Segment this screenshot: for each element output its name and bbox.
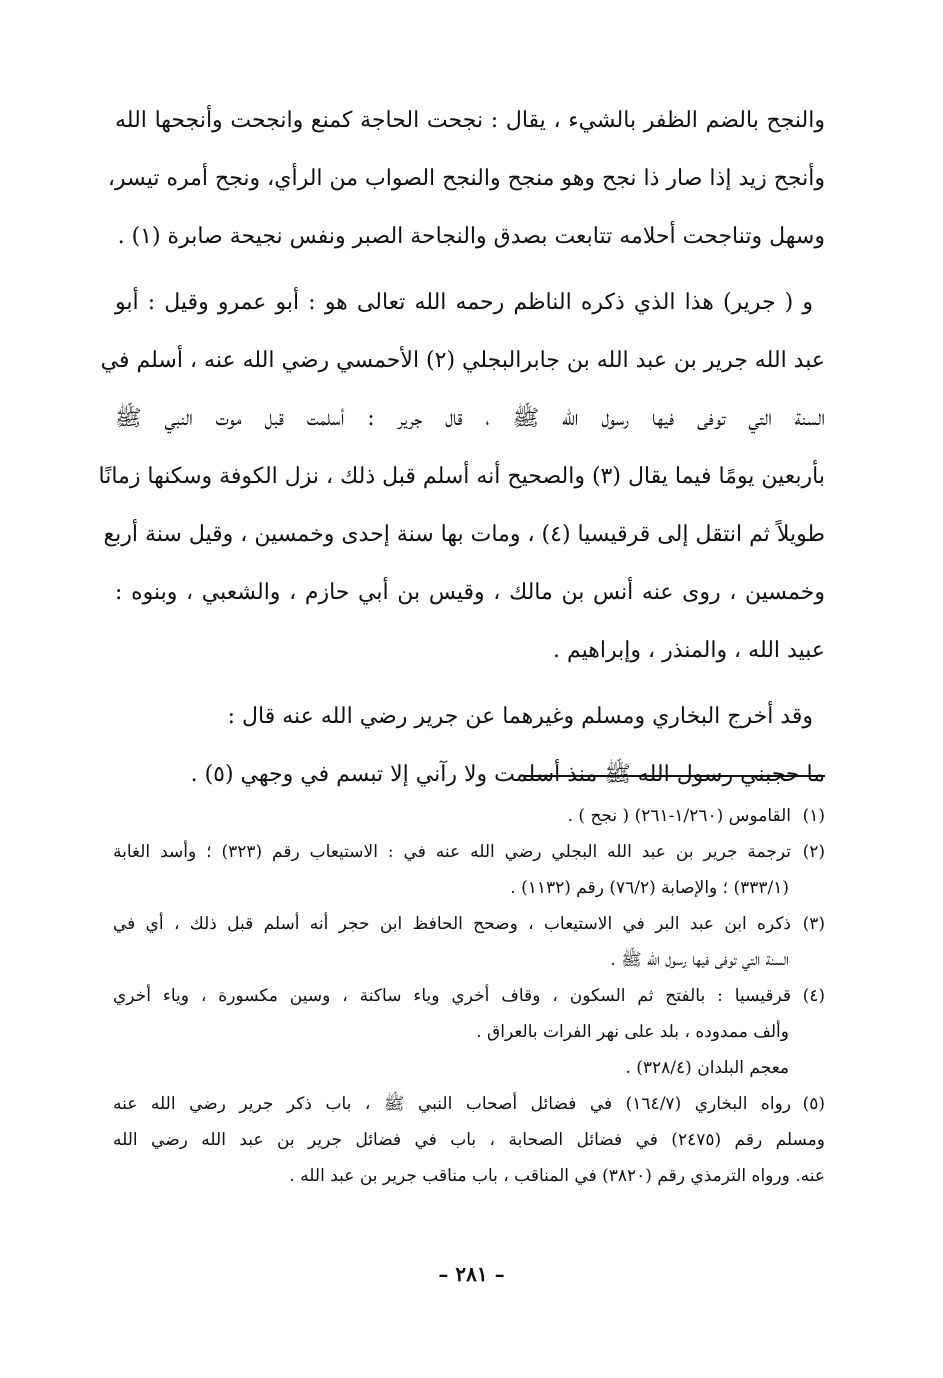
footnote-number: (١) <box>802 806 825 826</box>
footnote-line <box>113 798 825 834</box>
text-line: بأربعين يومًا فيما يقال (٣) والصحيح أنه أسلم قبل ذلك ، نزل الكوفة وسكنها زمانًا <box>98 464 825 489</box>
footnote-line: السنة التي توفى فيها رسول الله ﷺ . <box>610 950 789 970</box>
footnote-line: عنه. ورواه الترمذي رقم (٣٨٢٠) في المناقب ، باب مناقب جرير بن عبد الله . <box>289 1166 825 1186</box>
text-line: وخمسين ، روى عنه أنس بن مالك ، وقيس بن أبي حازم ، والشعبي ، وبنوه : <box>115 580 825 605</box>
paragraph-3 <box>115 688 825 804</box>
footnote-number: (٤) <box>802 986 825 1006</box>
paragraph-2 <box>98 274 825 680</box>
hadith-quote: ما حجبني رسول الله ﷺ منذ أسلمت ولا رآني إلا تبسم في وجهي (٥) . <box>190 762 825 787</box>
footnotes <box>113 798 825 1194</box>
footnote-number: (٢) <box>802 842 825 862</box>
footnote-text: ذكره ابن عبد البر في الاستيعاب ، وصحح الحافظ ابن حجر أنه أسلم قبل ذلك ، أي في <box>113 914 791 934</box>
text-line: والنجح بالضم الظفر بالشيء ، يقال : نجحت الحاجة كمنع وانجحت وأنجحها الله <box>115 108 825 133</box>
footnote-number: (٣) <box>802 914 825 934</box>
footnote-text: القاموس (١/٢٦٠-٢٦١) ( نجح ) . <box>567 806 791 826</box>
footnote-3 <box>113 906 825 978</box>
footnote-line: معجم البلدان (٣٢٨/٤) . <box>625 1058 789 1078</box>
footnote-line: (٣٣٣/١) ؛ والإصابة (٧٦/٢) رقم (١١٣٢) . <box>510 878 789 898</box>
text-line: وقد أخرج البخاري ومسلم وغيرهما عن جرير رضي الله عنه قال : <box>227 704 813 729</box>
footnote-line <box>113 834 825 870</box>
page-number: – ٢٨١ – <box>438 1262 505 1286</box>
footnote-line <box>113 978 825 1014</box>
text-line: طويلاً ثم انتقل إلى قرقيسيا (٤) ، ومات بها سنة إحدى وخمسين ، وقيل سنة أربع <box>103 522 825 547</box>
text-line: وسهل وتناجحت أحلامه تتابعت بصدق والنجاحة الصبر ونفس نجيحة صابرة (١) . <box>117 224 825 249</box>
footnote-line: ومسلم رقم (٢٤٧٥) في فضائل الصحابة ، باب في فضائل جرير بن عبد الله رضي الله <box>113 1130 826 1150</box>
footnote-line: وألف ممدوده ، بلد على نهر الفرات بالعراق . <box>476 1022 789 1042</box>
footnote-divider <box>523 775 825 777</box>
footnote-number: (٥) <box>802 1094 825 1114</box>
footnote-2 <box>113 834 825 906</box>
text-line: وأنجح زيد إذا صار ذا نجح وهو منجح والنجح الصواب من الرأي، ونجح أمره تيسر، <box>107 166 825 191</box>
text-line: عبيد الله ، والمنذر ، وإبراهيم . <box>553 638 825 663</box>
footnote-text: رواه البخاري (١٦٤/٧) في فضائل أصحاب النبي ﷺ ، باب ذكر جرير رضي الله عنه <box>113 1094 791 1114</box>
paragraph-1 <box>107 92 825 266</box>
footnote-5 <box>113 1086 825 1194</box>
text-line: السنة التي توفى فيها رسول الله ﷺ ، قال جرير : أسلمت قبل موت النبي ﷺ <box>115 406 825 431</box>
footnote-4 <box>113 978 825 1086</box>
main-text <box>98 92 825 804</box>
footnote-1 <box>113 798 825 834</box>
footnote-line <box>113 906 825 942</box>
footnote-line <box>113 1086 825 1122</box>
footnote-text: قرقيسيا : بالفتح ثم السكون ، وقاف أخري وياء ساكنة ، وسين مكسورة ، وياء أخري <box>113 986 791 1006</box>
text-line: عبد الله جرير بن عبد الله بن جابرالبجلي (٢) الأحمسي رضي الله عنه ، أسلم في <box>100 348 825 373</box>
footnote-text: ترجمة جرير بن عبد الله البجلي رضي الله عنه في : الاستيعاب رقم (٣٢٣) ؛ وأسد الغابة <box>113 842 791 862</box>
text-line: و ( جرير) هذا الذي ذكره الناظم رحمه الله تعالى هو : أبو عمرو وقيل : أبو <box>115 290 813 315</box>
